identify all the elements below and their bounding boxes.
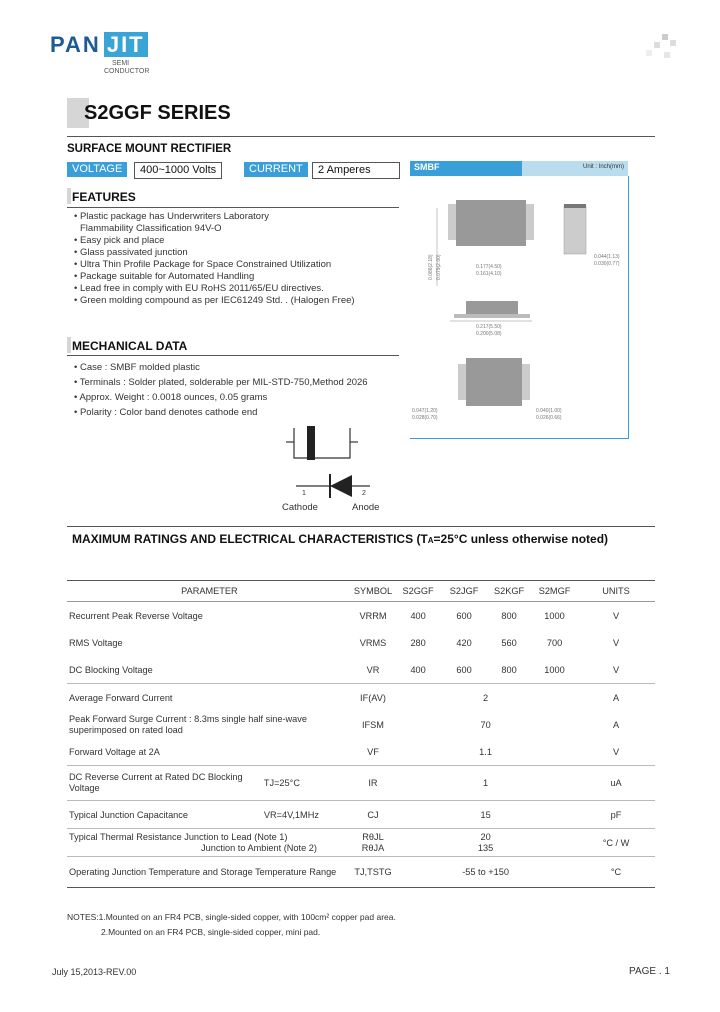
table-row [67, 684, 655, 712]
param-cell: DC Blocking Voltage [69, 664, 153, 675]
value-line-2: 135 [477, 842, 494, 853]
mechanical-item: • Approx. Weight : 0.0018 ounces, 0.05 grams [74, 392, 268, 403]
symbol-cell: VRRM [359, 610, 387, 621]
unit-cell: A [612, 719, 620, 730]
ratings-title-sub: A [427, 536, 434, 545]
logo-jit-text: JIT [104, 32, 148, 57]
footer-date: July 15,2013-REV.00 [52, 967, 137, 977]
value-cell: 700 [546, 637, 563, 648]
symbol-cell [352, 829, 394, 857]
logo-sub-semi: SEMI [112, 60, 130, 67]
product-subtitle: SURFACE MOUNT RECTIFIER [67, 143, 232, 155]
dim-text-9: 0.026(0.66) [536, 415, 562, 421]
param-cell: Forward Voltage at 2A [69, 746, 160, 757]
page-title: S2GGF SERIES [84, 102, 231, 124]
package-outline-drawing [410, 176, 628, 438]
table-row [67, 829, 655, 857]
param-cell: Recurrent Peak Reverse Voltage [69, 610, 203, 621]
mechanical-item: • Terminals : Solder plated, solderable per MIL-STD-750,Method 2026 [74, 377, 368, 388]
feature-item: • Easy pick and place [74, 235, 165, 246]
notes-block [67, 910, 396, 940]
dim-text-0: 0.086(2.18) [428, 254, 434, 280]
voltage-label: VOLTAGE [67, 162, 127, 177]
features-accent [67, 188, 71, 204]
param-cell [67, 829, 352, 857]
param-cell: Typical Junction Capacitance [67, 801, 262, 829]
table-row [67, 801, 655, 829]
logo-subtitle [104, 60, 149, 76]
logo-sub-conductor: CONDUCTOR [104, 68, 150, 75]
value-cell: 1000 [544, 610, 565, 621]
param-cell: Operating Junction Temperature and Storage Temperature Range [67, 857, 352, 888]
note-line-2: 2.Mounted on an FR4 PCB, single-sided copper, mini pad. [101, 927, 321, 937]
value-cell: 2 [394, 684, 577, 712]
header-s2mgf: S2MGF [532, 581, 577, 602]
symbol-cell: VF [367, 746, 379, 757]
value-cell: 800 [501, 664, 517, 675]
company-logo [50, 32, 148, 58]
symbol-cell: VR [366, 664, 380, 675]
ratings-table [67, 580, 655, 888]
param-cell: Average Forward Current [67, 684, 352, 712]
symbol-line: RθJL [362, 831, 384, 842]
unit-cell: V [612, 610, 620, 621]
package-unit: Unit : Inch(mm) [582, 164, 624, 170]
package-drawing-panel [410, 176, 629, 439]
logo-pan-text: PAN [50, 32, 101, 57]
current-label: CURRENT [244, 162, 308, 177]
header-parameter: PARAMETER [67, 581, 352, 602]
dim-text-2: 0.177(4.50) [476, 264, 502, 270]
dim-text-11: 0.028(0.70) [412, 415, 438, 421]
param-cell: RMS Voltage [69, 637, 123, 648]
note-line-1: NOTES:1.Mounted on an FR4 PCB, single-sided copper, with 100cm² copper pad area. [67, 912, 396, 922]
header-s2ggf: S2GGF [394, 581, 442, 602]
dim-text-1: 0.079(2.00) [436, 254, 442, 280]
anode-label: Anode [352, 502, 380, 513]
unit-cell: A [577, 684, 655, 712]
table-row [67, 629, 655, 656]
table-header-row [67, 581, 655, 602]
dim-text-4: 0.044(1.13) [594, 254, 620, 260]
param-cell: Peak Forward Surge Current : 8.3ms single half sine-wave superimposed on rated load [69, 713, 307, 735]
package-header [410, 161, 628, 176]
table-row [67, 602, 655, 630]
symbol-cell: TJ,TSTG [352, 857, 394, 888]
current-value: 2 Amperes [312, 162, 400, 179]
unit-cell: V [612, 746, 620, 757]
value-cell: 600 [456, 610, 472, 621]
param-line-2: Junction to Ambient (Note 2) [201, 842, 317, 853]
value-cell: -55 to +150 [394, 857, 577, 888]
dim-text-10: 0.047(1.20) [412, 408, 438, 414]
value-cell: 560 [501, 637, 517, 648]
unit-cell: V [612, 664, 620, 675]
symbol-cell: IR [352, 766, 394, 801]
mechanical-accent [67, 337, 71, 353]
symbol-cell: IFSM [362, 719, 384, 730]
dim-text-6: 0.217(5.50) [476, 324, 502, 330]
feature-item: • Green molding compound as per IEC61249 Std. . (Halogen Free) [74, 295, 355, 306]
value-cell: 600 [456, 664, 472, 675]
value-cell: 15 [394, 801, 577, 829]
value-cell: 420 [456, 637, 472, 648]
unit-cell: V [612, 637, 620, 648]
header-s2jgf: S2JGF [442, 581, 486, 602]
table-row [67, 766, 655, 801]
unit-cell: °C [577, 857, 655, 888]
table-row [67, 857, 655, 888]
value-cell: 400 [410, 664, 426, 675]
symbol-cell: VRMS [359, 637, 387, 648]
value-cell: 800 [501, 610, 517, 621]
ratings-divider [67, 526, 655, 527]
mechanical-item: • Polarity : Color band denotes cathode end [74, 407, 258, 418]
feature-item: • Ultra Thin Profile Package for Space Constrained Utilization [74, 259, 332, 270]
voltage-value: 400~1000 Volts [134, 162, 222, 179]
package-name: SMBF [414, 162, 440, 172]
feature-item: • Glass passivated junction [74, 247, 188, 258]
table-row [67, 711, 655, 738]
unit-cell: uA [577, 766, 655, 801]
dim-text-5: 0.030(0.77) [594, 261, 620, 267]
cathode-label: Cathode [282, 502, 318, 513]
mechanical-title: MECHANICAL DATA [72, 339, 188, 353]
value-cell: 400 [410, 610, 426, 621]
feature-item: • Package suitable for Automated Handling [74, 271, 255, 282]
mechanical-list [74, 360, 368, 420]
value-line: 20 [480, 831, 491, 842]
unit-cell: pF [577, 801, 655, 829]
features-list [74, 211, 355, 307]
cathode-number: 1 [302, 490, 306, 497]
ratings-title-main: MAXIMUM RATINGS AND ELECTRICAL CHARACTERISTICS (T [72, 532, 428, 546]
value-cell: 280 [410, 637, 426, 648]
feature-item: • Lead free in comply with EU RoHS 2011/65/EU directives. [74, 283, 324, 294]
symbol-line-2: RθJA [361, 842, 385, 853]
features-divider [67, 207, 399, 208]
symbol-cell: IF(AV) [352, 684, 394, 712]
param-line: Typical Thermal Resistance Junction to Lead (Note 1) [69, 831, 288, 842]
header-units: UNITS [577, 581, 655, 602]
dim-text-7: 0.200(5.08) [476, 331, 502, 337]
unit-cell: °C / W [577, 829, 655, 857]
ratings-title [72, 532, 608, 546]
feature-item: • Plastic package has Underwriters Laboratory [74, 211, 270, 222]
diode-symbol-icon [280, 412, 390, 516]
corner-dots-icon [644, 34, 684, 64]
feature-item: Flammability Classification 94V-O [80, 223, 222, 234]
dim-text-3: 0.161(4.10) [476, 271, 502, 277]
mechanical-divider [67, 355, 399, 356]
footer-page: PAGE . 1 [629, 966, 670, 977]
value-cell: 70 [480, 719, 491, 730]
symbol-cell: CJ [352, 801, 394, 829]
value-cell [394, 829, 577, 857]
value-cell: 1000 [544, 664, 565, 675]
table-row [67, 656, 655, 684]
table-row [67, 738, 655, 766]
param-cell: DC Reverse Current at Rated DC Blocking Voltage [67, 766, 262, 801]
condition-cell: TJ=25°C [262, 766, 352, 801]
title-divider [67, 136, 655, 137]
ratings-title-end: =25°C unless otherwise noted) [433, 532, 609, 546]
condition-cell: VR=4V,1MHz [262, 801, 352, 829]
header-s2kgf: S2KGF [486, 581, 532, 602]
mechanical-item: • Case : SMBF molded plastic [74, 362, 200, 373]
value-cell: 1.1 [479, 746, 492, 757]
features-title: FEATURES [72, 190, 136, 204]
dim-text-8: 0.040(1.00) [536, 408, 562, 414]
value-cell: 1 [394, 766, 577, 801]
anode-number: 2 [362, 490, 366, 497]
header-symbol: SYMBOL [352, 581, 394, 602]
